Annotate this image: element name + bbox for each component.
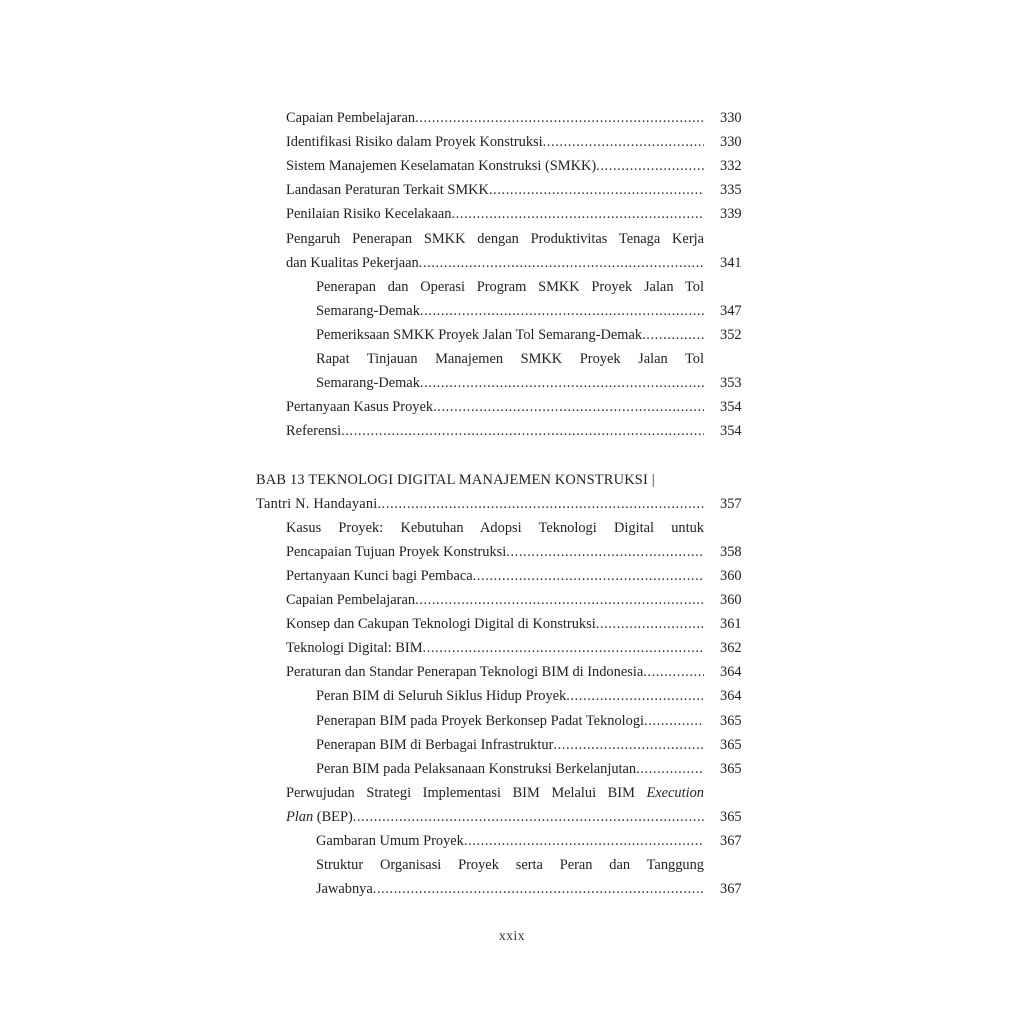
toc-entry xyxy=(0,614,1024,634)
page-number-folio: xxix xyxy=(498,928,525,943)
toc-page-number: 335 xyxy=(720,182,742,199)
toc-entry-title xyxy=(316,711,704,731)
toc-entry-title xyxy=(316,735,704,755)
toc-entry-title xyxy=(316,349,704,369)
toc-dot-leader xyxy=(644,711,704,731)
toc-entry-title xyxy=(286,807,704,827)
toc-page-number: 367 xyxy=(720,881,742,898)
toc-entry xyxy=(0,783,1024,803)
toc-entry xyxy=(0,879,1024,899)
toc-entry xyxy=(0,686,1024,706)
toc-dot-leader xyxy=(353,807,704,827)
toc-page-number: 339 xyxy=(720,206,742,223)
toc-entry xyxy=(0,590,1024,610)
toc-entry-text: Capaian Pembelajaran xyxy=(286,592,416,608)
toc-page-number: 362 xyxy=(720,640,742,657)
toc-entry-text: Semarang-Demak xyxy=(316,302,420,319)
toc-entry xyxy=(0,108,1024,128)
toc-entry xyxy=(0,759,1024,779)
toc-entry-title xyxy=(286,253,704,273)
toc-dot-leader xyxy=(341,421,704,441)
toc-entry-title xyxy=(316,855,704,875)
toc-entry-italic-text: Plan xyxy=(286,808,314,825)
toc-chapter-line xyxy=(0,470,1024,490)
toc-entry xyxy=(0,566,1024,586)
toc-dot-leader xyxy=(419,253,704,273)
toc-page-number: 354 xyxy=(720,399,742,416)
toc-entry-text: dan Kualitas Pekerjaan xyxy=(286,254,419,271)
toc-dot-leader xyxy=(553,735,704,755)
toc-page-number: 365 xyxy=(720,736,742,753)
toc-entry-text: Peran BIM pada Pelaksanaan Konstruksi Berkelanjutan xyxy=(316,760,637,777)
toc-entry-text xyxy=(286,807,353,827)
toc-page-number: 341 xyxy=(720,254,742,271)
toc-entry-title xyxy=(286,590,704,610)
toc-dot-leader xyxy=(643,662,704,682)
toc-entry xyxy=(0,180,1024,200)
toc-page-number: 367 xyxy=(720,833,742,849)
toc-entry xyxy=(0,301,1024,321)
toc-page-number: 347 xyxy=(720,302,742,319)
toc-entry-text: Penerapan BIM di Berbagai Infrastruktur xyxy=(316,736,554,753)
toc-entry-title xyxy=(256,470,704,490)
toc-dot-leader xyxy=(506,542,704,562)
toc-entry-title xyxy=(286,783,704,803)
toc-entry xyxy=(0,229,1024,249)
toc-entry-title xyxy=(286,518,704,538)
toc-dot-leader xyxy=(464,831,704,851)
toc-dot-leader xyxy=(543,132,704,152)
toc-page-number: 358 xyxy=(720,543,742,560)
toc-entry xyxy=(0,855,1024,875)
toc-page-number: 365 xyxy=(720,712,742,729)
toc-chapter-line xyxy=(0,494,1024,514)
toc-entry-text: Teknologi Digital: BIM xyxy=(286,640,423,657)
toc-page-number: 332 xyxy=(720,158,742,175)
toc-dot-leader xyxy=(596,156,704,176)
toc-entry-text: Sistem Manajemen Keselamatan Konstruksi (SMKK) xyxy=(286,158,597,175)
toc-entry-text: Semarang-Demak xyxy=(316,375,420,392)
toc-entry-text: Identifikasi Risiko dalam Proyek Konstruksi xyxy=(286,134,543,151)
toc-dot-leader xyxy=(377,494,704,514)
toc-entry-text-part: Perwujudan Strategi Implementasi BIM Melalui BIM xyxy=(286,784,647,801)
toc-dot-leader xyxy=(423,638,705,658)
toc-entry-text-part: (BEP) xyxy=(313,808,353,825)
toc-dot-leader xyxy=(415,590,704,610)
toc-entry-title xyxy=(286,566,704,586)
toc-entry-title xyxy=(286,614,704,634)
toc-entry-text: Referensi xyxy=(286,423,342,440)
toc-entry-title xyxy=(286,132,704,152)
toc-entry-title xyxy=(286,542,704,562)
toc-dot-leader xyxy=(636,759,704,779)
toc-page-number: 330 xyxy=(720,110,742,126)
toc-entry-text: Penilaian Risiko Kecelakaan xyxy=(286,206,452,223)
toc-entry-title xyxy=(286,397,704,417)
toc-entry-title xyxy=(316,325,704,345)
toc-entry xyxy=(0,735,1024,755)
toc-entry-title xyxy=(316,879,704,899)
toc-entry xyxy=(0,831,1024,851)
toc-entry xyxy=(0,397,1024,417)
toc-entry-italic-text: Execution xyxy=(646,784,704,801)
toc-entry-text: Landasan Peraturan Terkait SMKK xyxy=(286,182,489,199)
toc-page-number: 360 xyxy=(720,567,742,584)
toc-entry-title xyxy=(316,686,704,706)
toc-entry-text: Gambaran Umum Proyek xyxy=(316,833,464,849)
toc-page-number: 352 xyxy=(720,326,742,343)
toc-entry-text: Pemeriksaan SMKK Proyek Jalan Tol Semarang-Demak xyxy=(316,326,643,343)
toc-entry-title xyxy=(316,831,704,851)
toc-entry-title xyxy=(286,662,704,682)
toc-entry-title xyxy=(286,421,704,441)
toc-entry xyxy=(0,277,1024,297)
toc-page-number: 330 xyxy=(720,134,742,151)
toc-entry xyxy=(0,542,1024,562)
toc-dot-leader xyxy=(373,879,704,899)
toc-entry xyxy=(0,325,1024,345)
toc-entry-text: Struktur Organisasi Proyek serta Peran dan Tanggung xyxy=(316,857,704,874)
toc-page-number: 357 xyxy=(720,495,742,512)
toc-entry-text: Konsep dan Cakupan Teknologi Digital di Konstruksi xyxy=(286,616,596,633)
toc-page-number: 364 xyxy=(720,688,742,705)
toc-entry-title xyxy=(286,108,704,128)
toc-entry xyxy=(0,421,1024,441)
toc-dot-leader xyxy=(566,686,704,706)
toc-entry-text: Penerapan BIM pada Proyek Berkonsep Padat Teknologi xyxy=(316,712,645,729)
toc-entry-text: Rapat Tinjauan Manajemen SMKK Proyek Jalan Tol xyxy=(316,351,704,367)
toc-entry-text xyxy=(286,785,704,801)
toc-entry xyxy=(0,662,1024,682)
toc-entry-title xyxy=(286,638,704,658)
toc-entry-text: Pencapaian Tujuan Proyek Konstruksi xyxy=(286,543,507,560)
toc-entry-title xyxy=(316,759,704,779)
toc-entry xyxy=(0,132,1024,152)
toc-entry-title xyxy=(316,373,704,393)
toc-page-number: 361 xyxy=(720,616,742,633)
toc-entry-title xyxy=(286,156,704,176)
toc-entry xyxy=(0,807,1024,827)
toc-entry-text: Capaian Pembelajaran xyxy=(286,110,416,126)
toc-entry-title xyxy=(286,229,704,249)
toc-page-number: 365 xyxy=(720,760,742,777)
toc-entry-text: BAB 13 TEKNOLOGI DIGITAL MANAJEMEN KONSTRUKSI | xyxy=(256,471,655,488)
toc-entry-title xyxy=(316,301,704,321)
toc-entry-text: Pengaruh Penerapan SMKK dengan Produktivitas Tenaga Kerja xyxy=(286,230,704,247)
toc-dot-leader xyxy=(420,373,704,393)
toc-entry-text: Penerapan dan Operasi Program SMKK Proyek Jalan Tol xyxy=(316,278,704,295)
toc-page-number: 365 xyxy=(720,808,742,825)
toc-entry xyxy=(0,204,1024,224)
toc-dot-leader xyxy=(433,397,704,417)
toc-entry-title xyxy=(256,494,704,514)
toc-entry xyxy=(0,253,1024,273)
toc-dot-leader xyxy=(451,204,704,224)
toc-entry xyxy=(0,638,1024,658)
toc-entry-text: Peran BIM di Seluruh Siklus Hidup Proyek xyxy=(316,688,567,705)
toc-entry xyxy=(0,711,1024,731)
toc-dot-leader xyxy=(473,566,704,586)
toc-page-number: 360 xyxy=(720,592,742,608)
toc-dot-leader xyxy=(420,301,704,321)
toc-page-number: 364 xyxy=(720,664,742,681)
toc-entry-title xyxy=(286,204,704,224)
toc-dot-leader xyxy=(642,325,704,345)
toc-entry xyxy=(0,349,1024,369)
toc-entry xyxy=(0,518,1024,538)
toc-entry-title xyxy=(316,277,704,297)
toc-entry-text: Peraturan dan Standar Penerapan Teknologi BIM di Indonesia xyxy=(286,664,644,681)
toc-entry-text: Kasus Proyek: Kebutuhan Adopsi Teknologi Digital untuk xyxy=(286,519,704,536)
toc-entry-text: Pertanyaan Kunci bagi Pembaca xyxy=(286,567,473,584)
toc-dot-leader xyxy=(415,108,704,128)
toc-entry xyxy=(0,156,1024,176)
toc-dot-leader xyxy=(596,614,704,634)
toc-page-number: 353 xyxy=(720,375,742,392)
toc-entry-text: Pertanyaan Kasus Proyek xyxy=(286,399,434,416)
toc-entry-text: Tantri N. Handayani xyxy=(256,495,378,512)
toc-entry-title xyxy=(286,180,704,200)
toc-dot-leader xyxy=(489,180,704,200)
toc-entry-text: Jawabnya xyxy=(316,881,373,898)
toc-page-number: 354 xyxy=(720,423,742,440)
toc-entry xyxy=(0,373,1024,393)
